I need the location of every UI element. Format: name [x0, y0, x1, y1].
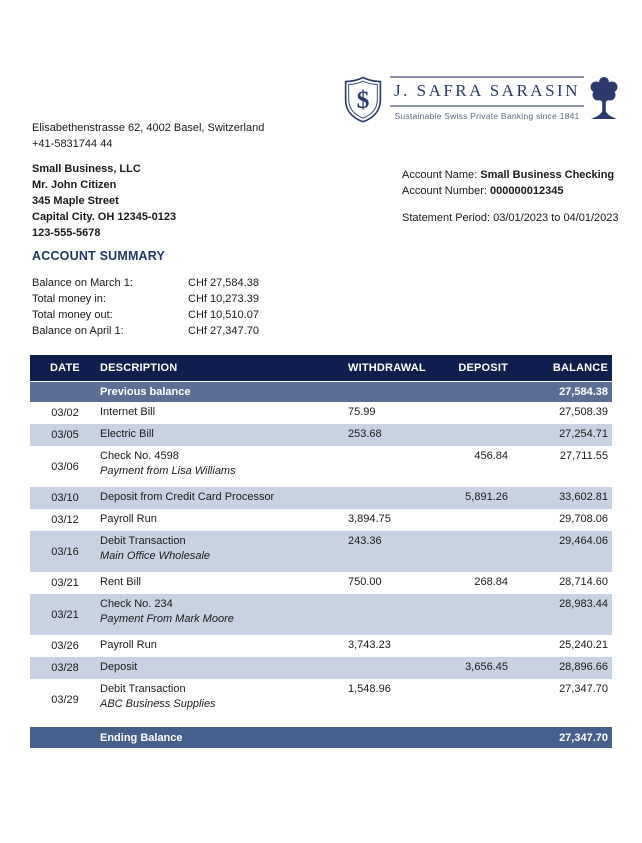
transaction-withdrawal: 243.36 — [348, 535, 382, 547]
transaction-date: 03/16 — [51, 545, 79, 558]
transaction-description-note: ABC Business Supplies — [100, 698, 216, 710]
transaction-deposit — [430, 509, 513, 513]
transaction-description — [100, 572, 348, 588]
transaction-date: 03/12 — [51, 514, 79, 526]
transaction-description-main: Check No. 4598 — [100, 450, 179, 462]
transaction-withdrawal: 3,894.75 — [348, 513, 391, 525]
transaction-row — [30, 531, 612, 572]
transaction-row — [30, 424, 612, 446]
summary-value: CHf 27,347.70 — [188, 325, 259, 337]
transaction-description — [100, 679, 348, 710]
transaction-description-main: Deposit from Credit Card Processor — [100, 491, 275, 503]
transaction-withdrawal — [348, 487, 430, 491]
transaction-description-main: Check No. 234 — [100, 598, 173, 610]
account-summary — [32, 249, 259, 339]
column-header-deposit: DEPOSIT — [458, 362, 508, 374]
transaction-withdrawal: 253.68 — [348, 428, 382, 440]
account-name-label: Account Name: — [402, 169, 481, 181]
transaction-description-main: Rent Bill — [100, 576, 141, 588]
summary-label: Balance on April 1: — [32, 325, 124, 337]
transaction-date: 03/06 — [51, 460, 79, 473]
summary-row — [32, 275, 259, 291]
transaction-description-main: Debit Transaction — [100, 683, 186, 695]
transaction-description — [100, 657, 348, 673]
bank-address-line: Elisabethenstrasse 62, 4002 Basel, Switzerland — [32, 122, 265, 134]
ending-balance-row — [30, 727, 612, 748]
column-header-date: DATE — [50, 362, 80, 374]
transaction-date: 03/02 — [51, 407, 79, 419]
column-header-balance: BALANCE — [552, 362, 608, 374]
transaction-withdrawal: 75.99 — [348, 406, 376, 418]
transaction-description-note: Payment From Mark Moore — [100, 613, 234, 625]
transaction-date: 03/29 — [51, 693, 79, 706]
transaction-deposit: 3,656.45 — [465, 661, 508, 673]
transaction-withdrawal — [348, 657, 430, 661]
customer-city: Capital City. OH 12345-0123 — [32, 211, 177, 223]
transaction-withdrawal: 3,743.23 — [348, 639, 391, 651]
transaction-row — [30, 657, 612, 679]
transaction-row — [30, 572, 612, 594]
bank-logo — [342, 76, 619, 123]
transaction-deposit — [430, 402, 513, 406]
ending-balance-label: Ending Balance — [100, 731, 183, 744]
bank-phone: +41-5831744 44 — [32, 138, 113, 150]
transaction-description-note: Payment from Lisa Williams — [100, 465, 236, 477]
transaction-balance: 29,708.06 — [559, 513, 608, 525]
account-name-value: Small Business Checking — [480, 169, 615, 181]
transaction-description — [100, 487, 348, 503]
transaction-balance: 27,711.55 — [559, 450, 608, 462]
bank-name: J. SAFRA SARASIN — [394, 81, 580, 100]
account-summary-title: ACCOUNT SUMMARY — [32, 249, 166, 263]
transaction-balance: 29,464.06 — [559, 535, 608, 547]
transaction-row — [30, 487, 612, 509]
summary-row — [32, 323, 259, 339]
transaction-description-main: Internet Bill — [100, 406, 156, 418]
transaction-balance: 27,508.39 — [559, 406, 608, 418]
transaction-description-note: Main Office Wholesale — [100, 550, 211, 562]
summary-label: Total money in: — [32, 293, 106, 305]
transaction-description — [100, 402, 348, 418]
transaction-date: 03/05 — [51, 429, 79, 441]
customer-street: 345 Maple Street — [32, 195, 119, 207]
customer-name: Small Business, LLC — [32, 163, 141, 175]
transaction-balance: 33,602.81 — [559, 491, 608, 503]
summary-row — [32, 291, 259, 307]
logo-text-block — [390, 76, 584, 121]
transaction-deposit — [430, 424, 513, 428]
transaction-balance: 27,254.71 — [559, 428, 608, 440]
summary-label: Total money out: — [32, 309, 113, 321]
transaction-withdrawal — [348, 446, 430, 450]
account-name-row — [402, 167, 619, 183]
transaction-row — [30, 679, 612, 720]
transaction-date: 03/21 — [51, 577, 79, 589]
transaction-description — [100, 635, 348, 651]
previous-balance-value: 27,584.38 — [559, 386, 608, 398]
customer-phone: 123-555-5678 — [32, 227, 101, 239]
transactions-table — [30, 355, 612, 748]
transaction-row — [30, 594, 612, 635]
transaction-withdrawal: 1,548.96 — [348, 683, 391, 695]
account-number-row — [402, 183, 619, 199]
customer-address-block — [32, 161, 176, 241]
transaction-balance: 28,983.44 — [559, 598, 608, 610]
transaction-date: 03/10 — [51, 492, 79, 504]
previous-balance-row — [30, 382, 612, 402]
previous-balance-label: Previous balance — [100, 386, 191, 398]
column-header-description: DESCRIPTION — [100, 362, 178, 374]
transaction-description-main: Debit Transaction — [100, 535, 186, 547]
transaction-description — [100, 424, 348, 440]
transaction-description — [100, 594, 348, 625]
transaction-description-main: Deposit — [100, 661, 138, 673]
transaction-description — [100, 509, 348, 525]
shield-monogram-icon — [342, 76, 384, 123]
transaction-deposit: 268.84 — [474, 576, 508, 588]
transaction-deposit: 456.84 — [474, 450, 508, 462]
summary-value: CHf 10,510.07 — [188, 309, 259, 321]
transaction-deposit: 5,891.26 — [465, 491, 508, 503]
summary-value: CHf 10,273.39 — [188, 293, 259, 305]
transaction-date: 03/21 — [51, 608, 79, 621]
account-summary-rows — [32, 275, 259, 339]
summary-value: CHf 27,584.38 — [188, 277, 259, 289]
transaction-description-main: Payroll Run — [100, 513, 157, 525]
transaction-description — [100, 531, 348, 562]
logo-bottom-rule — [390, 105, 584, 107]
statement-period: Statement Period: 03/01/2023 to 04/01/2023 — [402, 212, 619, 224]
transaction-row — [30, 446, 612, 487]
customer-contact: Mr. John Citizen — [32, 179, 117, 191]
oak-tree-icon — [589, 76, 619, 121]
bank-tagline: Sustainable Swiss Private Banking since 1841 — [394, 111, 580, 121]
transaction-withdrawal: 750.00 — [348, 576, 382, 588]
bank-address-block — [32, 120, 264, 152]
table-header-row — [30, 355, 612, 381]
transaction-row — [30, 635, 612, 657]
transaction-row — [30, 402, 612, 424]
transaction-date: 03/28 — [51, 662, 79, 674]
column-header-withdrawal: WITHDRAWAL — [348, 362, 426, 374]
transaction-balance: 28,714.60 — [559, 576, 608, 588]
transaction-description — [100, 446, 348, 477]
summary-label: Balance on March 1: — [32, 277, 133, 289]
transaction-description-main: Electric Bill — [100, 428, 154, 440]
transaction-balance: 25,240.21 — [559, 639, 608, 651]
table-body — [30, 402, 612, 720]
summary-row — [32, 307, 259, 323]
transaction-balance: 27,347.70 — [559, 683, 608, 695]
transaction-description-main: Payroll Run — [100, 639, 157, 651]
account-info-block — [402, 167, 619, 226]
transaction-balance: 28,896.66 — [559, 661, 608, 673]
transaction-deposit — [430, 594, 513, 598]
account-number-label: Account Number: — [402, 185, 491, 197]
account-number-value: 000000012345 — [490, 185, 564, 197]
transaction-deposit — [430, 531, 513, 535]
transaction-deposit — [430, 679, 513, 683]
shield-monogram-glyph: $ — [356, 85, 370, 115]
ending-balance-value: 27,347.70 — [559, 731, 608, 744]
transaction-row — [30, 509, 612, 531]
transaction-deposit — [430, 635, 513, 639]
transaction-date: 03/26 — [51, 640, 79, 652]
transaction-withdrawal — [348, 594, 430, 598]
